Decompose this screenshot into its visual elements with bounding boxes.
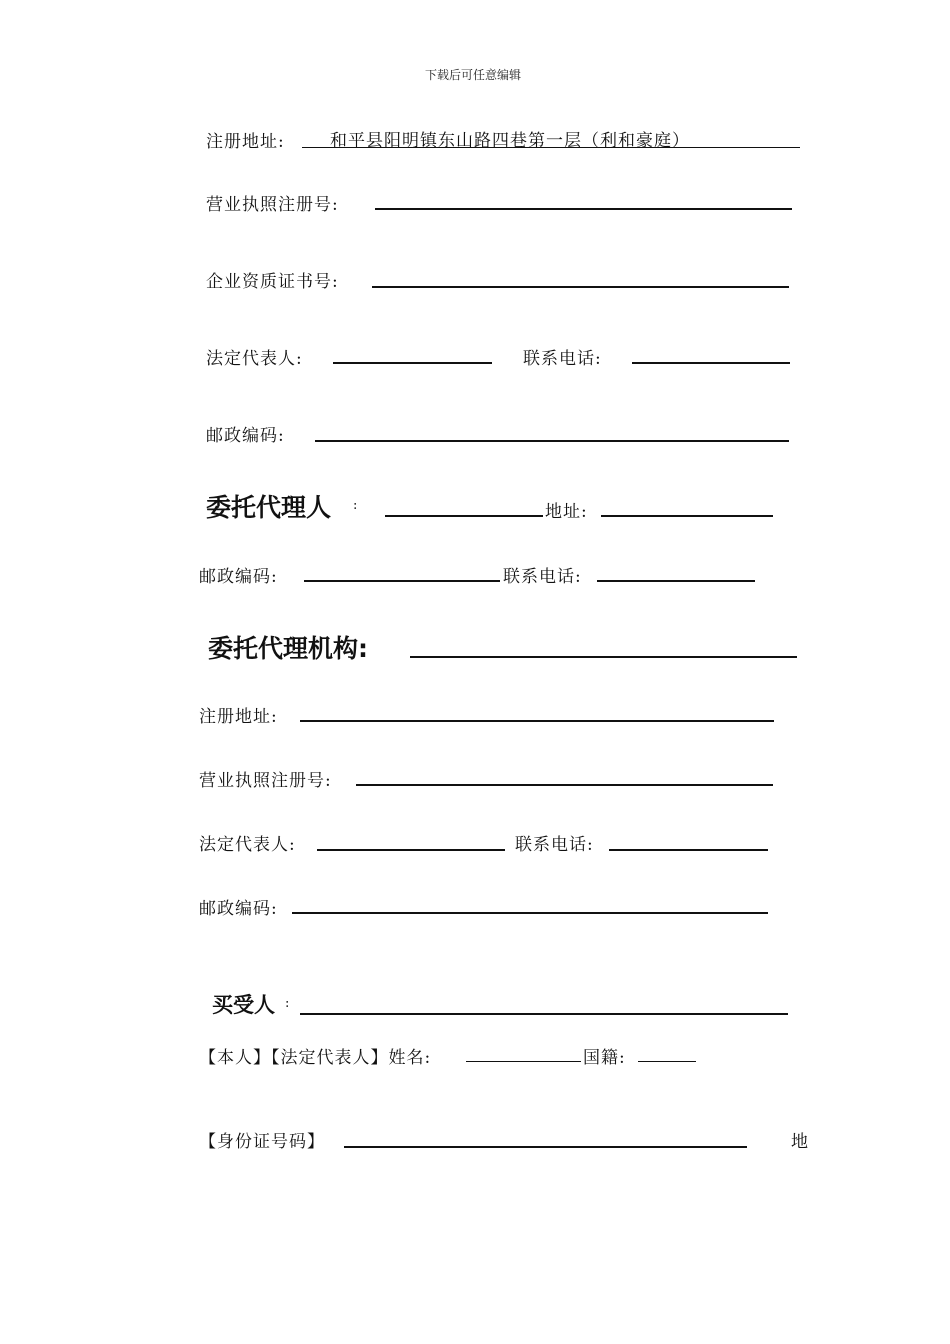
buyer-trailing-text: 地 (791, 1132, 809, 1152)
buyer-person-name-field[interactable] (466, 1061, 581, 1062)
seller-license-field[interactable] (375, 208, 792, 210)
seller-phone-label: 联系电话: (523, 349, 602, 369)
agency-license-label: 营业执照注册号: (199, 771, 332, 791)
agency-postcode-field[interactable] (292, 912, 768, 914)
seller-postcode-field[interactable] (315, 440, 789, 442)
agent-name-field[interactable] (385, 515, 543, 517)
agent-title-colon: : (353, 498, 358, 513)
buyer-name-field[interactable] (300, 1013, 788, 1015)
seller-address-value[interactable]: 和平县阳明镇东山路四巷第一层（利和豪庭） (330, 131, 690, 151)
agent-title: 委托代理人 (206, 493, 332, 522)
agency-name-field[interactable] (410, 656, 797, 658)
buyer-title: 买受人 (212, 993, 275, 1017)
agent-phone-field[interactable] (597, 580, 755, 582)
agency-address-label: 注册地址: (199, 707, 278, 727)
agency-legal-rep-label: 法定代表人: (199, 835, 296, 855)
agent-address-label: 地址: (545, 502, 588, 522)
page-header: 下载后可任意编辑 (425, 68, 522, 82)
agency-address-field[interactable] (300, 720, 774, 722)
seller-legal-rep-label: 法定代表人: (206, 349, 303, 369)
agency-license-field[interactable] (356, 784, 773, 786)
agency-title: 委托代理机构: (208, 634, 368, 663)
buyer-nationality-field[interactable] (638, 1061, 696, 1062)
buyer-id-field[interactable] (344, 1146, 747, 1148)
agency-postcode-label: 邮政编码: (199, 899, 278, 919)
agent-postcode-label: 邮政编码: (199, 567, 278, 587)
seller-legal-rep-field[interactable] (333, 362, 492, 364)
buyer-title-colon: : (285, 996, 290, 1011)
seller-cert-label: 企业资质证书号: (206, 272, 339, 292)
seller-postcode-label: 邮政编码: (206, 426, 285, 446)
buyer-person-label: 【本人】【法定代表人】姓名: (199, 1048, 432, 1068)
buyer-nationality-label: 国籍: (583, 1048, 626, 1068)
agency-phone-label: 联系电话: (515, 835, 594, 855)
seller-phone-field[interactable] (632, 362, 790, 364)
agent-phone-label: 联系电话: (503, 567, 582, 587)
seller-cert-field[interactable] (372, 286, 789, 288)
seller-license-label: 营业执照注册号: (206, 195, 339, 215)
agency-phone-field[interactable] (609, 849, 768, 851)
agent-address-field[interactable] (601, 515, 773, 517)
agent-postcode-field[interactable] (304, 580, 500, 582)
buyer-id-label: 【身份证号码】 (199, 1132, 325, 1152)
seller-address-underline (302, 147, 800, 148)
seller-address-label: 注册地址: (206, 132, 285, 152)
agency-legal-rep-field[interactable] (317, 849, 505, 851)
